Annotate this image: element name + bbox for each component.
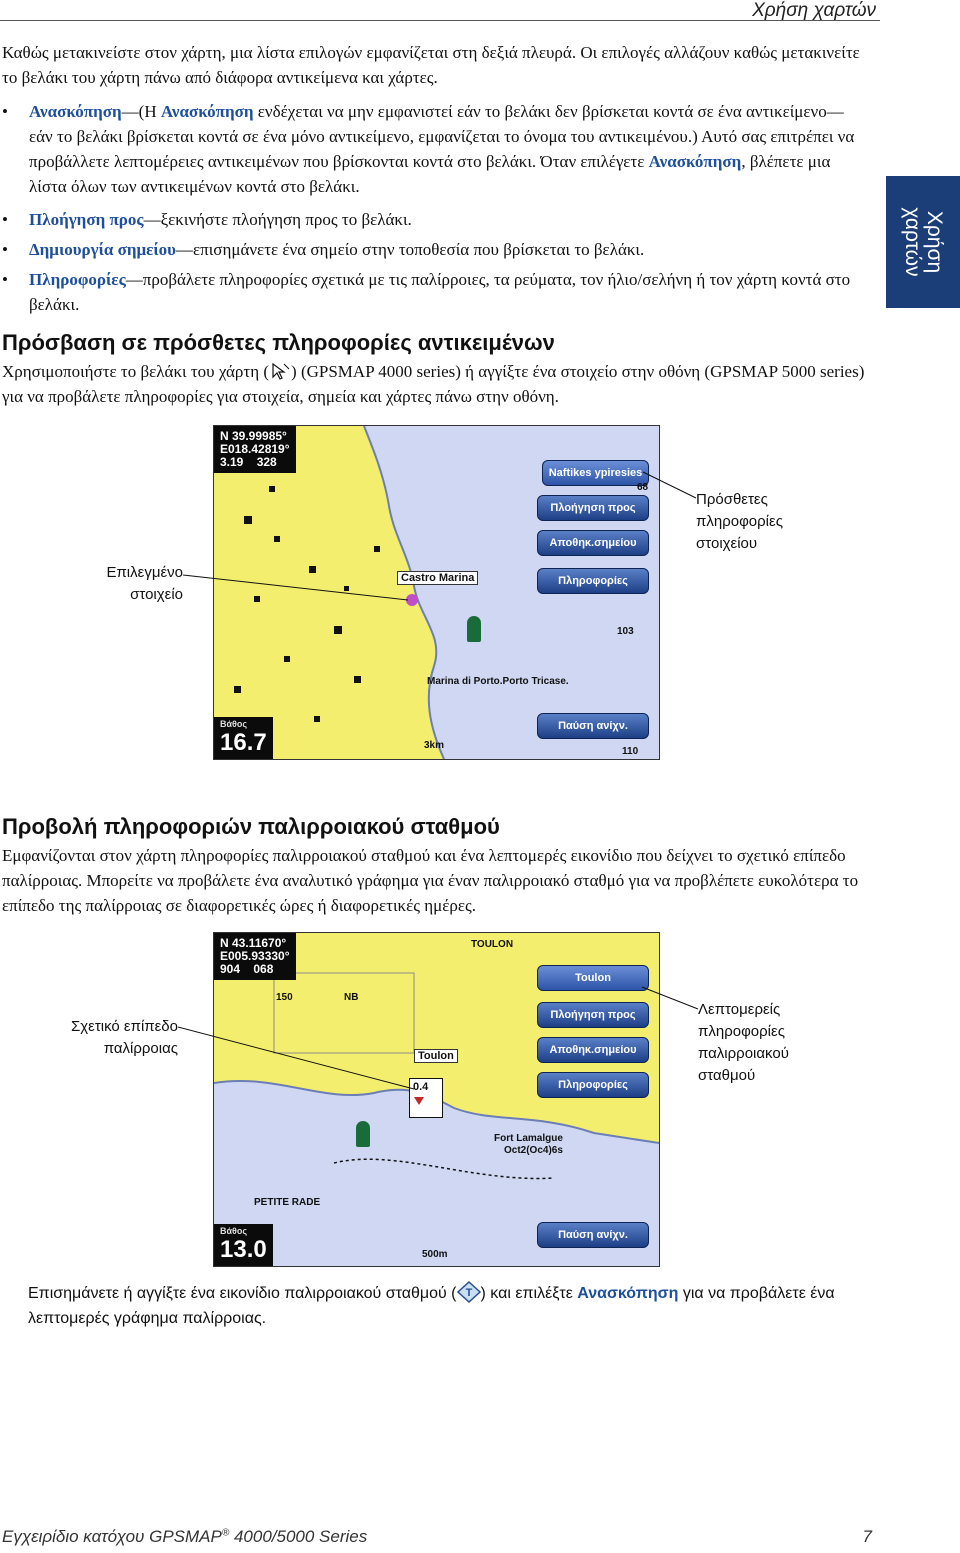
map1-marina-label: Marina di Porto.Porto Tricase. (427, 676, 569, 687)
map2-right-leader-line (640, 985, 702, 1015)
tide-caption-text-b: ) και επιλέξτε (480, 1285, 578, 1302)
map2-callout-right (698, 999, 789, 1087)
map2-object-name-button[interactable]: Toulon (537, 965, 649, 991)
side-tab-label-line2: χαρτών (901, 207, 924, 277)
section1-text-a: Χρησιμοποιήστε το βελάκι του χάρτη ( (2, 362, 270, 381)
map2-callout-right-line3: παλιρροιακού (698, 1045, 789, 1062)
bullet-dot: • (2, 210, 8, 229)
section2-heading: Προβολή πληροφοριών παλιρροιακού σταθμού (2, 814, 500, 839)
bullet-dot: • (2, 270, 8, 289)
map2-depth-value: 13.0 (220, 1236, 267, 1263)
map2-light-label: Oct2(Oc4)6s (504, 1145, 563, 1156)
term-information: Πληροφορίες (29, 270, 126, 289)
footer-manual-title (2, 1527, 367, 1547)
map1-left-leader-line (183, 570, 413, 605)
section-header-title: Χρήση χαρτών (752, 0, 876, 21)
map2-tide-value: 0.4 (413, 1081, 429, 1093)
map2-callout-left (66, 1016, 178, 1060)
page-number: 7 (862, 1527, 872, 1546)
tide-caption-text-a: Επισημάνετε ή αγγίξτε ένα εικονίδιο παλιρροιακού σταθμού ( (28, 1285, 457, 1302)
map1-callout-right-line1: Πρόσθετες (696, 491, 768, 508)
footer-registered-mark: ® (221, 1527, 230, 1539)
chart-map-2[interactable] (213, 932, 660, 1267)
section1-paragraph (2, 359, 876, 409)
bullet-review (2, 99, 862, 199)
header-rule (0, 20, 880, 21)
tide-caption-term: Ανασκόπηση (577, 1285, 679, 1302)
map2-callout-left-line1: Σχετικό επίπεδο (70, 1018, 178, 1035)
map2-callout-right-line1: Λεπτομερείς (698, 1001, 781, 1018)
map1-callout-left-line2: στοιχείο (130, 586, 183, 603)
map2-petite-rade-label: PETITE RADE (254, 1197, 321, 1208)
map2-longitude: E005.93330° (220, 949, 290, 963)
map2-fort-label: Fort Lamalgue (494, 1133, 563, 1144)
bullet-dot: • (2, 102, 8, 121)
map2-depth-readout (214, 1224, 273, 1266)
map1-pause-tracking-button[interactable]: Παύση ανίχν. (537, 713, 649, 739)
map2-navigate-to-button[interactable]: Πλοήγηση προς (537, 1002, 649, 1028)
map1-callout-left-line1: Επιλεγμένο (106, 564, 183, 581)
term-review: Ανασκόπηση (29, 102, 122, 121)
term-review-2: Ανασκόπηση (160, 102, 254, 121)
map2-left-leader-line (178, 1024, 418, 1094)
intro-paragraph: Καθώς μετακινείστε στον χάρτη, μια λίστα επιλογών εμφανίζεται στη δεξιά πλευρά. Οι επιλογές αλλάζουν καθώς μετακινείτε το βελάκι του χάρτη πάνω από διάφορα αντικείμενα και χάρτες. (2, 43, 860, 87)
bullet-navigate (2, 207, 862, 232)
map2-tide-arrow-icon (414, 1097, 424, 1105)
map1-bearing: 328 (256, 455, 277, 469)
svg-text:T: T (465, 1287, 472, 1299)
map2-toulon-label[interactable]: Toulon (414, 1049, 458, 1063)
term-create-waypoint: Δημιουργία σημείου (29, 240, 176, 259)
map2-nb-label: NB (344, 992, 359, 1003)
map1-depth-readout (214, 717, 273, 759)
map-pointer-icon (269, 362, 291, 380)
map2-callout-right-line4: σταθμού (698, 1067, 756, 1084)
map1-navigate-to-button[interactable]: Πλοήγηση προς (537, 495, 649, 521)
map2-pause-tracking-button[interactable]: Παύση ανίχν. (537, 1222, 649, 1248)
term-review-3: Ανασκόπηση (648, 152, 742, 171)
side-tab-label-line1: Χρήση (923, 210, 946, 274)
footer-manual-b: 4000/5000 Series (229, 1527, 368, 1546)
map2-depth-label: Βάθος (220, 1226, 248, 1236)
tide-station-icon (457, 1281, 481, 1303)
map2-toulon-top-label: TOULON (471, 939, 514, 950)
map2-latitude: N 43.11670° (220, 936, 287, 950)
bullet-review-text-c: , βλέπετε μια λίστα όλων των αντικειμένων κοντά στο βελάκι. (29, 152, 831, 196)
section1-heading: Πρόσβαση σε πρόσθετες πληροφορίες αντικειμένων (2, 330, 555, 355)
map1-longitude: E018.42819° (220, 442, 290, 456)
map1-vessel-icon (467, 616, 481, 642)
term-navigate: Πλοήγηση προς (29, 210, 144, 229)
map1-information-button[interactable]: Πληροφορίες (537, 568, 649, 594)
map1-scale-label: 3km (424, 740, 445, 751)
bullet-review-text-b: ενδέχεται να μην εμφανιστεί εάν το βελάκι δεν βρίσκεται κοντά σε ένα αντικείμενο—εάν το βελάκι βρίσκεται κοντά σε ένα μόνο αντικείμενο, εμφανίζεται το όνομα του αντικειμένου.) Αυτό σας επιτρέπει να προβάλλετε λεπτομέρειες αντικειμένων που βρίσκονται κοντά στο βελάκι. Όταν επιλέγετε (29, 102, 855, 171)
map2-distance: 904 (220, 962, 241, 976)
map1-right-leader-line (640, 470, 700, 505)
map1-sounding-103: 103 (617, 626, 634, 637)
map1-position-readout (214, 426, 296, 473)
map1-depth-label: Βάθος (220, 719, 248, 729)
bullet-create-waypoint (2, 237, 862, 262)
chapter-side-tab (886, 176, 960, 308)
tide-caption-text-c: για να προβάλετε ένα λεπτομερές γράφημα παλίρροιας. (28, 1285, 835, 1327)
map1-callout-right-line3: στοιχείου (696, 535, 758, 552)
map2-bearing: 068 (253, 962, 274, 976)
map2-position-readout (214, 933, 296, 980)
map1-sounding-110: 110 (622, 746, 639, 757)
bullet-dot: • (2, 240, 8, 259)
bullet-information (2, 267, 862, 317)
bullet-information-text: —προβάλετε πληροφορίες σχετικά με τις παλίρροιες, τα ρεύματα, τον ήλιο/σελήνη ή τον χάρτη κοντά στο βελάκι. (29, 270, 851, 314)
map2-save-waypoint-button[interactable]: Αποθηκ.σημείου (537, 1037, 649, 1063)
map1-distance: 3.19 (220, 455, 244, 469)
map1-save-waypoint-button[interactable]: Αποθηκ.σημείου (537, 530, 649, 556)
bullet-create-waypoint-text: —επισημάνετε ένα σημείο στην τοποθεσία που βρίσκεται το βελάκι. (176, 240, 645, 259)
map1-sounding-68: 68 (637, 482, 649, 493)
map2-scale-label: 500m (422, 1249, 448, 1260)
map2-callout-left-line2: παλίρροιας (103, 1040, 178, 1057)
section2-paragraph: Εμφανίζονται στον χάρτη πληροφορίες παλιρροιακού σταθμού και ένα λεπτομερές εικονίδιο που δείχνει το σχετικό επίπεδο παλίρροιας. Μπορείτε να προβάλετε ένα αναλυτικό γράφημα για έναν παλιρροιακό σταθμό για να προβλέπετε ευκολότερα το επίπεδο της παλίρροιας σε διαφορετικές ώρες ή διαφορετικές ημέρες. (2, 846, 859, 915)
map1-callout-left (103, 562, 183, 606)
map1-castro-marina-label[interactable]: Castro Marina (397, 571, 478, 585)
bullet-navigate-text: —ξεκινήστε πλοήγηση προς το βελάκι. (143, 210, 412, 229)
map2-information-button[interactable]: Πληροφορίες (537, 1072, 649, 1098)
section1-text-b: ) (GPSMAP 4000 series) ή αγγίξτε ένα στοιχείο στην οθόνη (GPSMAP 5000 series) για να προβάλετε πληροφορίες για στοιχεία, σημεία και χάρτες πάνω στην οθόνη. (2, 362, 865, 406)
map1-depth-value: 16.7 (220, 729, 267, 756)
tide-caption (28, 1281, 868, 1331)
map1-latitude: N 39.99985° (220, 429, 287, 443)
map2-150-label: 150 (276, 992, 293, 1003)
map1-callout-right-line2: πληροφορίες (696, 513, 783, 530)
footer-manual-a: Εγχειρίδιο κατόχου GPSMAP (2, 1527, 222, 1546)
map2-callout-right-line2: πληροφορίες (698, 1023, 785, 1040)
map1-callout-right (696, 489, 783, 555)
bullet-review-text-a: —(Η (121, 102, 161, 121)
map2-vessel-icon (356, 1121, 370, 1147)
map1-object-name-button[interactable]: Naftikes ypiresies (542, 460, 649, 486)
